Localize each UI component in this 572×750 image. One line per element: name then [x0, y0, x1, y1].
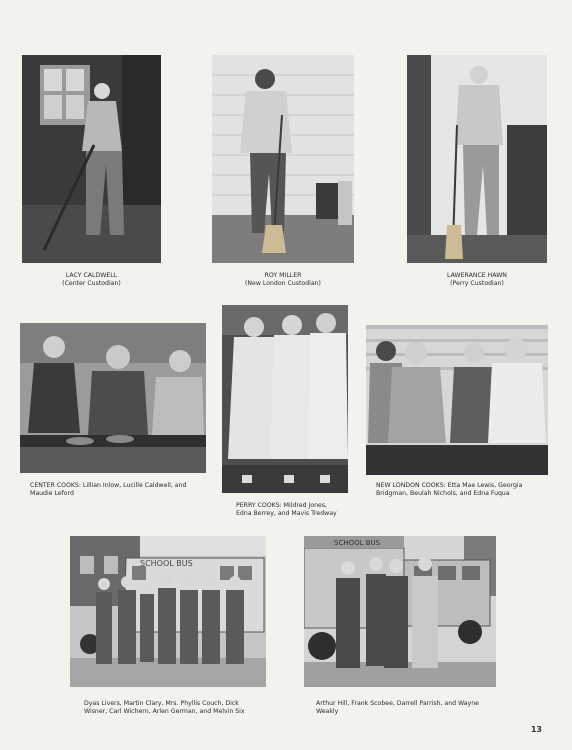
page-number: 13	[530, 725, 542, 734]
photo-roy-miller	[212, 55, 354, 263]
bus-sign-right: SCHOOL BUS	[334, 539, 381, 547]
photo-lawerance-hawn	[407, 55, 547, 263]
photo-new-london-cooks	[366, 325, 548, 475]
caption-role: (Center Custodian)	[62, 280, 121, 287]
photo-bus-drivers-2	[304, 536, 496, 687]
caption-lacy-caldwell	[22, 272, 161, 288]
caption-name: LAWERANCE HAWN	[447, 272, 507, 279]
photo-perry-cooks	[222, 305, 348, 493]
caption-line: Weakly	[316, 708, 339, 715]
caption-roy-miller	[212, 272, 354, 288]
caption-name: ROY MILLER	[264, 272, 302, 279]
bus-sign-left: SCHOOL BUS	[140, 559, 193, 568]
caption-perry-cooks	[236, 502, 376, 518]
caption-line: Wisner, Carl Wichern, Arlen German, and Melvin Six	[84, 708, 245, 715]
caption-line: NEW LONDON COOKS: Etta Mae Lewis, Georgia	[376, 482, 523, 489]
caption-line: PERRY COOKS: Mildred Jones,	[236, 502, 328, 509]
caption-line: CENTER COOKS: Lillian Inlow, Lucille Caldwell, and	[30, 482, 187, 489]
photo-bus-drivers-1	[70, 536, 266, 687]
caption-line: Edna Berrey, and Mavis Tredway	[236, 510, 337, 517]
caption-line: Dyas Livers, Martin Clary, Mrs. Phyllis Couch, Dick	[84, 700, 239, 707]
caption-line: Bridgman, Beulah Nichols, and Edna Fuqua	[376, 490, 510, 497]
caption-center-cooks	[30, 482, 230, 498]
caption-bus-drivers-2	[316, 700, 516, 716]
caption-role: (New London Custodian)	[245, 280, 321, 287]
photo-lacy-caldwell	[22, 55, 161, 263]
caption-name: LACY CALDWELL	[65, 272, 118, 279]
photo-center-cooks	[20, 323, 206, 473]
caption-bus-drivers-1	[84, 700, 284, 716]
caption-line: Arthur Hill, Frank Scobee, Darrell Parrish, and Wayne	[316, 700, 479, 707]
caption-new-london-cooks	[376, 482, 556, 498]
caption-lawerance-hawn	[407, 272, 547, 288]
caption-role: (Perry Custodian)	[450, 280, 504, 287]
caption-line: Maudie Leford	[30, 490, 74, 497]
